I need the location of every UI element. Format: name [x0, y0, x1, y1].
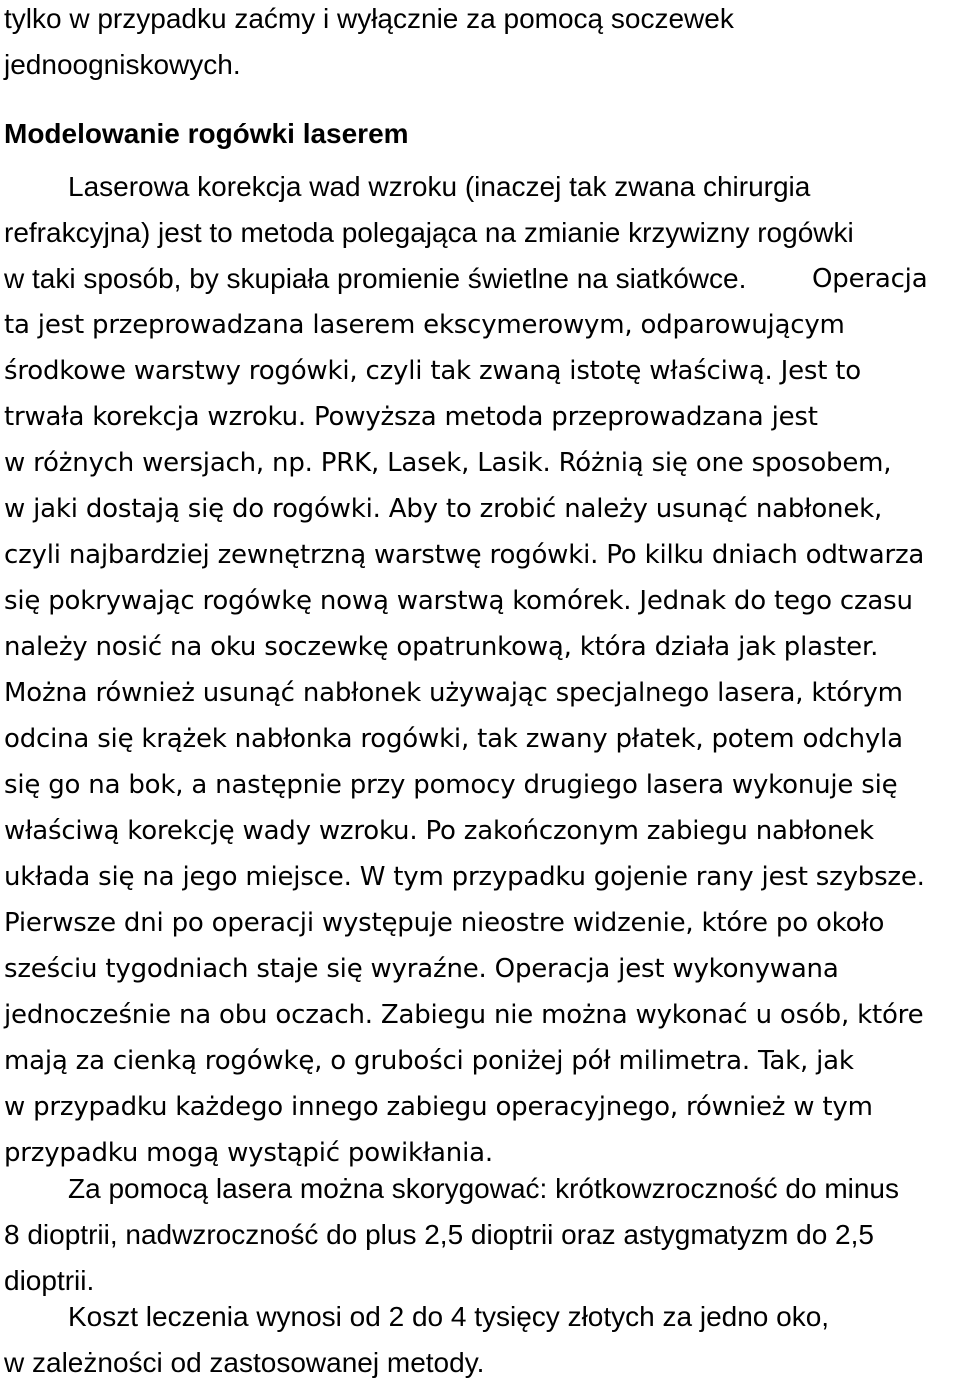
text-line: Operacja — [812, 264, 928, 294]
text-line: się go na bok, a następnie przy pomocy drugiego lasera wykonuje się — [4, 770, 898, 800]
text-line: Pierwsze dni po operacji występuje nieostre widzenie, które po około — [4, 908, 885, 938]
text-line: w różnych wersjach, np. PRK, Lasek, Lasik. Różnią się one sposobem, — [4, 448, 892, 478]
text-line: dioptrii. — [4, 1265, 95, 1296]
text-line: sześciu tygodniach staje się wyraźne. Operacja jest wykonywana — [4, 954, 839, 984]
text-line: się pokrywając rogówkę nową warstwą komórek. Jednak do tego czasu — [4, 586, 913, 616]
text-line: odcina się krążek nabłonka rogówki, tak zwany płatek, potem odchyla — [4, 724, 903, 754]
text-line: Laserowa korekcja wad wzroku (inaczej tak zwana chirurgia — [68, 171, 811, 202]
text-line: w przypadku każdego innego zabiegu operacyjnego, również w tym — [4, 1092, 873, 1122]
text-line: należy nosić na oku soczewkę opatrunkową, która działa jak plaster. — [4, 632, 879, 662]
text-line: układa się na jego miejsce. W tym przypadku gojenie rany jest szybsze. — [4, 862, 925, 892]
text-line: refrakcyjna) jest to metoda polegająca na zmianie krzywizny rogówki — [4, 217, 854, 248]
text-line: 8 dioptrii, nadwzroczność do plus 2,5 dioptrii oraz astygmatyzm do 2,5 — [4, 1219, 874, 1250]
text-line: w taki sposób, by skupiała promienie świetlne na siatkówce. — [4, 263, 747, 294]
text-line: jednoogniskowych. — [4, 49, 241, 80]
text-line: właściwą korekcję wady wzroku. Po zakończonym zabiegu nabłonek — [4, 816, 874, 846]
text-line: Koszt leczenia wynosi od 2 do 4 tysięcy złotych za jedno oko, — [68, 1301, 830, 1332]
text-line: trwała korekcja wzroku. Powyższa metoda przeprowadzana jest — [4, 402, 818, 432]
text-line: mają za cienką rogówkę, o grubości poniżej pół milimetra. Tak, jak — [4, 1046, 854, 1076]
text-line: w zależności od zastosowanej metody. — [4, 1347, 485, 1378]
text-line: jednocześnie na obu oczach. Zabiegu nie można wykonać u osób, które — [4, 1000, 924, 1030]
text-line: przypadku mogą wystąpić powikłania. — [4, 1138, 493, 1168]
text-line: w jaki dostają się do rogówki. Aby to zrobić należy usunąć nabłonek, — [4, 494, 883, 524]
text-line: Można również usunąć nabłonek używając specjalnego lasera, którym — [4, 678, 903, 708]
text-line: tylko w przypadku zaćmy i wyłącznie za pomocą soczewek — [4, 3, 734, 34]
text-line: Za pomocą lasera można skorygować: krótkowzroczność do minus — [68, 1173, 900, 1204]
section-heading: Modelowanie rogówki laserem — [4, 118, 409, 149]
text-line: ta jest przeprowadzana laserem ekscymerowym, odparowującym — [4, 310, 845, 340]
text-line: czyli najbardziej zewnętrzną warstwę rogówki. Po kilku dniach odtwarza — [4, 540, 925, 570]
text-line: środkowe warstwy rogówki, czyli tak zwaną istotę właściwą. Jest to — [4, 356, 861, 386]
